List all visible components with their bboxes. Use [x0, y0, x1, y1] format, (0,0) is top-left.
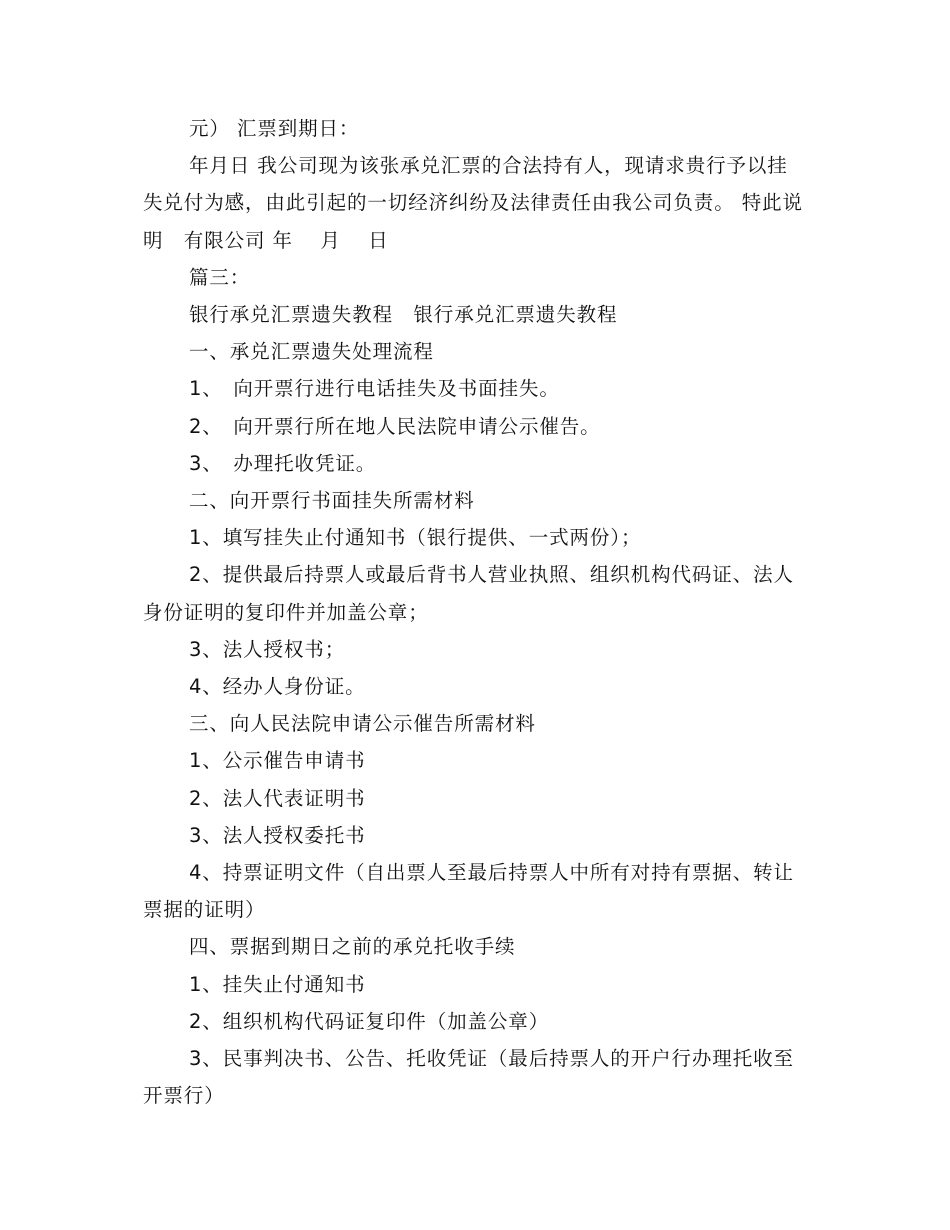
section-heading: 一、承兑汇票遗失处理流程	[189, 340, 434, 364]
list-item: 4、持票证明文件（自出票人至最后持票人中所有对持有票据、转让票据的证明）	[143, 861, 794, 922]
list-item: 3、法人授权书；	[189, 637, 346, 661]
section-heading: 篇三：	[189, 265, 251, 289]
list-item: 1、填写挂失止付通知书（银行提供、一式两份）；	[189, 526, 642, 550]
list-item: 1、 向开票行进行电话挂失及书面挂失。	[189, 377, 560, 401]
list-item: 2、提供最后持票人或最后背书人营业执照、组织机构代码证、法人身份证明的复印件并加盖公章；	[143, 563, 794, 624]
section-heading: 二、向开票行书面挂失所需材料	[189, 489, 475, 513]
paragraph: 年月日 我公司现为该张承兑汇票的合法持有人，现请求贵行予以挂失兑付为感，由此引起的一切经济纠纷及法律责任由我公司负责。 特此说明 有限公司 年 月 日	[143, 154, 803, 252]
list-item: 2、组织机构代码证复印件（加盖公章）	[189, 1009, 550, 1033]
list-item: 1、公示催告申请书	[189, 749, 366, 773]
list-item: 1、挂失止付通知书	[189, 972, 366, 996]
document-title: 银行承兑汇票遗失教程 银行承兑汇票遗失教程	[189, 303, 618, 327]
list-item: 3、 办理托收凭证。	[189, 451, 377, 475]
list-item: 4、经办人身份证。	[189, 675, 366, 699]
paragraph: 元） 汇票到期日：	[189, 117, 360, 140]
list-item: 3、民事判决书、公告、托收凭证（最后持票人的开户行办理托收至开票行）	[143, 1047, 794, 1108]
document-body	[143, 110, 808, 1114]
list-item: 2、 向开票行所在地人民法院申请公示催告。	[189, 414, 601, 438]
list-item: 2、法人代表证明书	[189, 786, 366, 810]
section-heading: 三、向人民法院申请公示催告所需材料	[189, 712, 536, 736]
section-heading: 四、票据到期日之前的承兑托收手续	[189, 935, 516, 959]
list-item: 3、法人授权委托书	[189, 823, 366, 847]
